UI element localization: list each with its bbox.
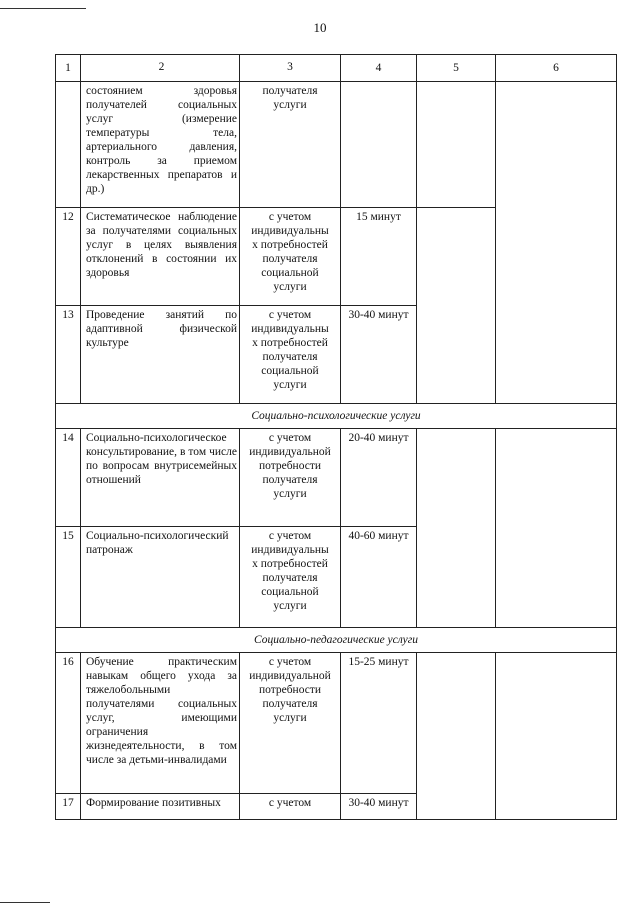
row-number: 16: [56, 653, 81, 794]
service-name: состоянием здоровья получателей социальных услуг (измерение температуры тела, артериального давления, контроль за приемом лекарственных препаратов и др.): [81, 82, 240, 208]
page-number: 10: [313, 20, 327, 35]
top-rule: [0, 8, 86, 9]
table-header-row: [56, 55, 617, 82]
empty-cell-6: [496, 82, 617, 404]
service-time: 15-25 минут: [341, 653, 417, 794]
header-col-3: 3: [240, 55, 341, 82]
table-row: [56, 653, 617, 794]
service-volume: с учетом индивидуальны х потребностей получателя социальной услуги: [240, 306, 341, 404]
service-volume: с учетом индивидуальной потребности получателя услуги: [240, 429, 341, 527]
service-name: Проведение занятий по адаптивной физической культуре: [81, 306, 240, 404]
service-name: Социально-психологический патронаж: [81, 527, 240, 628]
service-name: Формирование позитивных: [81, 794, 240, 820]
service-time: 40-60 минут: [341, 527, 417, 628]
service-name: Социально-психологическое консультирование, в том числе по вопросам внутрисемейных отношений: [81, 429, 240, 527]
service-volume: с учетом индивидуальны х потребностей получателя социальной услуги: [240, 527, 341, 628]
service-volume: с учетом индивидуальны х потребностей получателя социальной услуги: [240, 208, 341, 306]
row-number: 12: [56, 208, 81, 306]
service-time: 15 минут: [341, 208, 417, 306]
service-time: [341, 82, 417, 208]
row-number: 15: [56, 527, 81, 628]
empty-cell-6: [496, 429, 617, 628]
row-number: 13: [56, 306, 81, 404]
empty-cell-5: [417, 208, 496, 404]
header-col-6: 6: [496, 55, 617, 82]
table-row: [56, 82, 617, 208]
services-table: [55, 54, 617, 820]
empty-cell-5: [417, 82, 496, 208]
service-volume: с учетом: [240, 794, 341, 820]
service-volume: с учетом индивидуальной потребности получателя услуги: [240, 653, 341, 794]
section-row: [56, 628, 617, 653]
header-col-4: 4: [341, 55, 417, 82]
service-name: Обучение практическим навыкам общего ухода за тяжелобольными получателями социальных услуг, имеющими ограничения жизнедеятельности, в том числе за детьми-инвалидами: [81, 653, 240, 794]
service-time: 30-40 минут: [341, 794, 417, 820]
row-number: 14: [56, 429, 81, 527]
section-title: Социально-психологические услуги: [56, 404, 617, 429]
empty-cell-5: [417, 653, 496, 820]
section-title: Социально-педагогические услуги: [56, 628, 617, 653]
empty-cell-5: [417, 429, 496, 628]
header-col-5: 5: [417, 55, 496, 82]
header-col-1: 1: [56, 55, 81, 82]
empty-cell-6: [496, 653, 617, 820]
table-row: [56, 429, 617, 527]
section-row: [56, 404, 617, 429]
header-col-2: 2: [81, 55, 240, 82]
row-number: [56, 82, 81, 208]
row-number: 17: [56, 794, 81, 820]
service-time: 30-40 минут: [341, 306, 417, 404]
bottom-rule: [0, 902, 50, 903]
service-name: Систематическое наблюдение за получателями социальных услуг в целях выявления отклонений в состоянии их здоровья: [81, 208, 240, 306]
service-volume: получателя услуги: [240, 82, 341, 208]
service-time: 20-40 минут: [341, 429, 417, 527]
